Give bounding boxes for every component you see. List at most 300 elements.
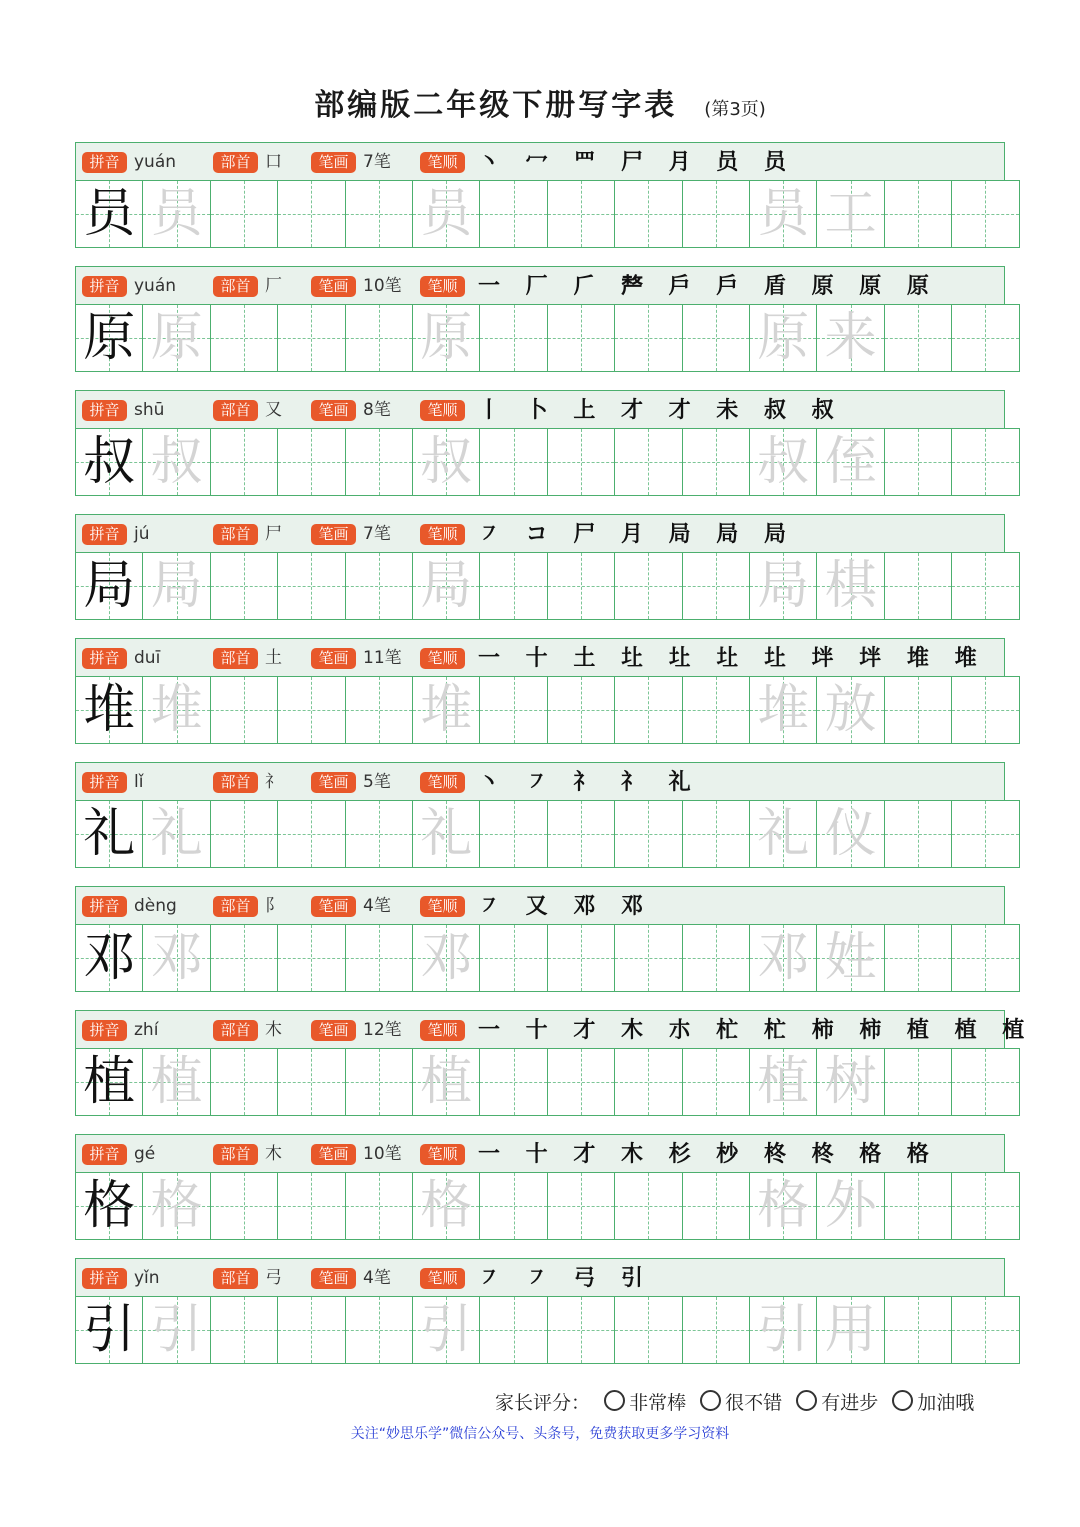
trace-char: 引	[420, 1300, 473, 1360]
trace-char: 棋	[824, 556, 877, 616]
trace-char-cell	[412, 180, 480, 248]
page-header	[0, 80, 1080, 124]
practice-cell[interactable]	[345, 800, 413, 868]
practice-cell[interactable]	[614, 1048, 682, 1116]
stroke-order-value: 一 十 才 木 杉 杪 柊 柊 格 格	[478, 1141, 938, 1167]
trace-char-cell	[749, 428, 817, 496]
stroke-count-value: 10笔	[363, 276, 402, 296]
trace-char-cell	[412, 676, 480, 744]
writing-grid	[75, 552, 1005, 620]
model-char: 原	[83, 308, 136, 368]
practice-cell[interactable]	[951, 1048, 1019, 1116]
practice-cell[interactable]	[479, 676, 547, 744]
practice-cell[interactable]	[547, 924, 615, 992]
word-char-cell	[816, 676, 884, 744]
writing-grid	[75, 304, 1005, 372]
char-row	[75, 266, 1005, 374]
stroke-count-tag: 笔画	[311, 896, 356, 917]
stroke-count-tag: 笔画	[311, 648, 356, 669]
pinyin-value: jú	[134, 524, 150, 544]
char-info-bar	[75, 886, 1005, 925]
practice-cell[interactable]	[277, 552, 345, 620]
practice-cell[interactable]	[547, 552, 615, 620]
radical-value: 口	[265, 152, 282, 172]
practice-cell[interactable]	[547, 180, 615, 248]
trace-char: 用	[824, 1300, 877, 1360]
trace-char-cell	[142, 800, 210, 868]
char-info-bar	[75, 266, 1005, 305]
trace-char: 叔	[150, 432, 203, 492]
trace-char-cell	[749, 180, 817, 248]
trace-char: 引	[150, 1300, 203, 1360]
model-char-cell	[75, 304, 143, 372]
pinyin-tag: 拼音	[82, 648, 127, 669]
writing-grid	[75, 676, 1005, 744]
practice-cell[interactable]	[210, 676, 278, 744]
practice-cell[interactable]	[951, 924, 1019, 992]
writing-grid	[75, 180, 1005, 248]
practice-cell[interactable]	[547, 1048, 615, 1116]
rating-radio-3[interactable]	[796, 1390, 817, 1411]
char-row	[75, 390, 1005, 498]
stroke-order-value: 一 十 土 圵 圵 圵 圵 坢 坢 堆 堆	[478, 645, 986, 671]
trace-char-cell	[142, 924, 210, 992]
stroke-order-tag: 笔顺	[420, 896, 465, 917]
word-char-cell	[816, 1048, 884, 1116]
radical-tag: 部首	[213, 896, 258, 917]
practice-cell[interactable]	[479, 1048, 547, 1116]
trace-char-cell	[749, 552, 817, 620]
model-char-cell	[75, 1296, 143, 1364]
trace-char: 树	[824, 1052, 877, 1112]
trace-char: 格	[420, 1176, 473, 1236]
writing-grid	[75, 1048, 1005, 1116]
stroke-count-tag: 笔画	[311, 1144, 356, 1165]
practice-cell[interactable]	[614, 428, 682, 496]
trace-char: 邓	[420, 928, 473, 988]
page-number: (第3页)	[704, 99, 766, 120]
stroke-order-tag: 笔顺	[420, 1020, 465, 1041]
practice-cell[interactable]	[682, 1172, 750, 1240]
stroke-count-value: 4笔	[363, 896, 391, 916]
stroke-order-tag: 笔顺	[420, 276, 465, 297]
practice-cell[interactable]	[884, 552, 952, 620]
trace-char: 仪	[824, 804, 877, 864]
practice-cell[interactable]	[614, 924, 682, 992]
model-char: 植	[83, 1052, 136, 1112]
page-title: 部编版二年级下册写字表	[314, 88, 678, 123]
practice-cell[interactable]	[884, 1172, 952, 1240]
trace-char-cell	[142, 1172, 210, 1240]
stroke-count-tag: 笔画	[311, 1020, 356, 1041]
model-char-cell	[75, 924, 143, 992]
writing-grid	[75, 924, 1005, 992]
stroke-count-value: 8笔	[363, 400, 391, 420]
practice-cell[interactable]	[210, 428, 278, 496]
word-char-cell	[816, 180, 884, 248]
trace-char: 员	[757, 184, 810, 244]
practice-cell[interactable]	[345, 304, 413, 372]
practice-cell[interactable]	[614, 1296, 682, 1364]
pinyin-value: shū	[134, 400, 165, 420]
rating-radio-4[interactable]	[892, 1390, 913, 1411]
model-char-cell	[75, 1048, 143, 1116]
practice-cell[interactable]	[210, 180, 278, 248]
radical-value: 木	[265, 1020, 282, 1040]
radical-value: 土	[265, 648, 282, 668]
practice-cell[interactable]	[884, 304, 952, 372]
practice-cell[interactable]	[479, 304, 547, 372]
practice-cell[interactable]	[345, 676, 413, 744]
practice-cell[interactable]	[345, 1048, 413, 1116]
practice-cell[interactable]	[547, 1296, 615, 1364]
model-char-cell	[75, 552, 143, 620]
model-char-cell	[75, 428, 143, 496]
practice-cell[interactable]	[479, 552, 547, 620]
trace-char: 来	[824, 308, 877, 368]
radical-value: 阝	[265, 896, 282, 916]
practice-cell[interactable]	[210, 1048, 278, 1116]
stroke-order-value: 丨 卜 上 才 才 未 叔 叔	[478, 397, 843, 423]
practice-cell[interactable]	[682, 180, 750, 248]
char-row	[75, 514, 1005, 622]
practice-cell[interactable]	[277, 924, 345, 992]
char-info-bar	[75, 762, 1005, 801]
word-char-cell	[816, 304, 884, 372]
trace-char: 礼	[150, 804, 203, 864]
trace-char-cell	[412, 924, 480, 992]
stroke-count-value: 4笔	[363, 1268, 391, 1288]
model-char-cell	[75, 800, 143, 868]
model-char: 叔	[83, 432, 136, 492]
char-info-bar	[75, 1134, 1005, 1173]
trace-char: 原	[757, 308, 810, 368]
writing-grid	[75, 800, 1005, 868]
word-char-cell	[816, 428, 884, 496]
practice-cell[interactable]	[614, 552, 682, 620]
practice-cell[interactable]	[682, 428, 750, 496]
trace-char: 侄	[824, 432, 877, 492]
model-char: 礼	[83, 804, 136, 864]
practice-cell[interactable]	[682, 800, 750, 868]
practice-cell[interactable]	[884, 180, 952, 248]
practice-cell[interactable]	[479, 924, 547, 992]
rating-option-4: 加油哦	[917, 1392, 975, 1414]
practice-cell[interactable]	[951, 552, 1019, 620]
stroke-order-tag: 笔顺	[420, 524, 465, 545]
model-char: 员	[83, 184, 136, 244]
stroke-order-value: 一 十 才 木 朩 杧 杧 柿 柿 植 植 植	[478, 1017, 1034, 1043]
radical-tag: 部首	[213, 152, 258, 173]
trace-char: 外	[824, 1176, 877, 1236]
stroke-order-value: ㇇ ㇇ 弓 引	[478, 1265, 652, 1291]
practice-cell[interactable]	[210, 1296, 278, 1364]
radical-value: 又	[265, 400, 282, 420]
practice-cell[interactable]	[951, 676, 1019, 744]
practice-cell[interactable]	[277, 1296, 345, 1364]
stroke-order-value: ㇇ 又 邓 邓	[478, 893, 652, 919]
trace-char: 局	[757, 556, 810, 616]
stroke-order-tag: 笔顺	[420, 648, 465, 669]
word-char-cell	[816, 1296, 884, 1364]
word-char-cell	[816, 924, 884, 992]
char-row	[75, 1010, 1034, 1118]
stroke-order-value: 丶 冖 罒 尸 月 员 员	[478, 149, 795, 175]
practice-cell[interactable]	[951, 1172, 1019, 1240]
radical-tag: 部首	[213, 1020, 258, 1041]
practice-cell[interactable]	[614, 180, 682, 248]
practice-cell[interactable]	[479, 1172, 547, 1240]
practice-cell[interactable]	[547, 676, 615, 744]
pinyin-tag: 拼音	[82, 896, 127, 917]
char-info-bar	[75, 1258, 1005, 1297]
pinyin-value: yuán	[134, 276, 177, 296]
pinyin-value: dèng	[134, 896, 177, 916]
practice-cell[interactable]	[479, 1296, 547, 1364]
practice-cell[interactable]	[277, 1172, 345, 1240]
trace-char-cell	[142, 1048, 210, 1116]
stroke-count-value: 10笔	[363, 1144, 402, 1164]
practice-cell[interactable]	[277, 676, 345, 744]
practice-cell[interactable]	[951, 800, 1019, 868]
trace-char-cell	[749, 800, 817, 868]
trace-char-cell	[142, 676, 210, 744]
practice-cell[interactable]	[884, 924, 952, 992]
practice-cell[interactable]	[210, 304, 278, 372]
trace-char-cell	[412, 1048, 480, 1116]
stroke-count-value: 7笔	[363, 152, 391, 172]
rating-radio-2[interactable]	[700, 1390, 721, 1411]
stroke-count-tag: 笔画	[311, 276, 356, 297]
trace-char: 礼	[757, 804, 810, 864]
rating-label: 家长评分：	[495, 1392, 591, 1414]
model-char: 局	[83, 556, 136, 616]
practice-cell[interactable]	[547, 800, 615, 868]
word-char-cell	[816, 1172, 884, 1240]
practice-cell[interactable]	[614, 1172, 682, 1240]
practice-cell[interactable]	[884, 1296, 952, 1364]
trace-char: 局	[150, 556, 203, 616]
practice-cell[interactable]	[345, 1296, 413, 1364]
practice-cell[interactable]	[884, 676, 952, 744]
practice-cell[interactable]	[547, 304, 615, 372]
radical-value: 弓	[265, 1268, 282, 1288]
radical-value: 木	[265, 1144, 282, 1164]
trace-char: 员	[420, 184, 473, 244]
char-info-bar	[75, 514, 1005, 553]
stroke-count-value: 12笔	[363, 1020, 402, 1040]
practice-cell[interactable]	[884, 800, 952, 868]
pinyin-tag: 拼音	[82, 1268, 127, 1289]
trace-char: 原	[420, 308, 473, 368]
stroke-count-tag: 笔画	[311, 524, 356, 545]
practice-cell[interactable]	[951, 304, 1019, 372]
rating-option-1: 非常棒	[629, 1392, 687, 1414]
trace-char: 姓	[824, 928, 877, 988]
stroke-order-tag: 笔顺	[420, 772, 465, 793]
pinyin-value: yǐn	[134, 1268, 160, 1288]
practice-cell[interactable]	[884, 1048, 952, 1116]
rating-option-2: 很不错	[725, 1392, 783, 1414]
practice-cell[interactable]	[345, 924, 413, 992]
trace-char-cell	[749, 676, 817, 744]
practice-cell[interactable]	[277, 304, 345, 372]
pinyin-tag: 拼音	[82, 1144, 127, 1165]
trace-char: 格	[150, 1176, 203, 1236]
practice-cell[interactable]	[210, 924, 278, 992]
word-char-cell	[816, 552, 884, 620]
model-char-cell	[75, 676, 143, 744]
practice-cell[interactable]	[951, 1296, 1019, 1364]
stroke-order-tag: 笔顺	[420, 1144, 465, 1165]
trace-char: 植	[150, 1052, 203, 1112]
word-char-cell	[816, 800, 884, 868]
practice-cell[interactable]	[682, 1296, 750, 1364]
radical-tag: 部首	[213, 772, 258, 793]
trace-char: 放	[824, 680, 877, 740]
writing-grid	[75, 1172, 1005, 1240]
practice-cell[interactable]	[345, 428, 413, 496]
stroke-count-value: 11笔	[363, 648, 402, 668]
stroke-count-tag: 笔画	[311, 152, 356, 173]
practice-cell[interactable]	[682, 676, 750, 744]
trace-char: 原	[150, 308, 203, 368]
model-char-cell	[75, 1172, 143, 1240]
char-row	[75, 638, 1005, 746]
practice-cell[interactable]	[479, 800, 547, 868]
practice-cell[interactable]	[682, 304, 750, 372]
trace-char: 叔	[420, 432, 473, 492]
practice-cell[interactable]	[479, 428, 547, 496]
trace-char: 堆	[757, 680, 810, 740]
trace-char-cell	[142, 552, 210, 620]
radical-value: 礻	[265, 772, 282, 792]
trace-char: 工	[824, 184, 877, 244]
trace-char-cell	[412, 304, 480, 372]
trace-char-cell	[412, 1172, 480, 1240]
model-char: 邓	[83, 928, 136, 988]
practice-cell[interactable]	[277, 180, 345, 248]
practice-cell[interactable]	[345, 180, 413, 248]
stroke-order-tag: 笔顺	[420, 152, 465, 173]
radical-value: 厂	[265, 276, 282, 296]
radical-tag: 部首	[213, 1268, 258, 1289]
practice-cell[interactable]	[951, 180, 1019, 248]
rating-option-3: 有进步	[821, 1392, 879, 1414]
trace-char: 叔	[757, 432, 810, 492]
pinyin-tag: 拼音	[82, 152, 127, 173]
stroke-count-tag: 笔画	[311, 400, 356, 421]
stroke-order-value: 丶 ㇇ 礻 礻 礼	[478, 769, 700, 795]
char-info-bar	[75, 1010, 1034, 1049]
trace-char-cell	[412, 1296, 480, 1364]
trace-char-cell	[749, 924, 817, 992]
practice-cell[interactable]	[547, 428, 615, 496]
stroke-order-tag: 笔顺	[420, 1268, 465, 1289]
practice-cell[interactable]	[479, 180, 547, 248]
trace-char: 堆	[150, 680, 203, 740]
trace-char-cell	[142, 304, 210, 372]
practice-cell[interactable]	[277, 1048, 345, 1116]
pinyin-value: zhí	[134, 1020, 159, 1040]
char-info-bar	[75, 390, 1005, 429]
char-info-bar	[75, 638, 1005, 677]
practice-cell[interactable]	[884, 428, 952, 496]
pinyin-value: yuán	[134, 152, 177, 172]
writing-grid	[75, 428, 1005, 496]
writing-grid	[75, 1296, 1005, 1364]
practice-cell[interactable]	[345, 552, 413, 620]
stroke-count-tag: 笔画	[311, 1268, 356, 1289]
trace-char: 邓	[150, 928, 203, 988]
char-row	[75, 1258, 1005, 1366]
practice-cell[interactable]	[951, 428, 1019, 496]
pinyin-tag: 拼音	[82, 772, 127, 793]
practice-cell[interactable]	[210, 800, 278, 868]
practice-cell[interactable]	[682, 552, 750, 620]
pinyin-value: duī	[134, 648, 161, 668]
practice-cell[interactable]	[614, 304, 682, 372]
stroke-count-value: 7笔	[363, 524, 391, 544]
radical-tag: 部首	[213, 524, 258, 545]
char-row	[75, 886, 1005, 994]
trace-char-cell	[749, 1296, 817, 1364]
practice-cell[interactable]	[682, 924, 750, 992]
trace-char-cell	[412, 552, 480, 620]
trace-char: 植	[757, 1052, 810, 1112]
trace-char-cell	[412, 800, 480, 868]
stroke-order-value: 一 厂 𠂆 𠩺 戶 戶 盾 原 原 原	[478, 273, 938, 299]
rating-radio-1[interactable]	[604, 1390, 625, 1411]
pinyin-value: gé	[134, 1144, 156, 1164]
stroke-count-value: 5笔	[363, 772, 391, 792]
practice-cell[interactable]	[614, 676, 682, 744]
char-row	[75, 1134, 1005, 1242]
stroke-count-tag: 笔画	[311, 772, 356, 793]
trace-char: 格	[757, 1176, 810, 1236]
radical-tag: 部首	[213, 648, 258, 669]
trace-char: 员	[150, 184, 203, 244]
trace-char-cell	[412, 428, 480, 496]
char-row	[75, 142, 1005, 250]
pinyin-tag: 拼音	[82, 1020, 127, 1041]
practice-cell[interactable]	[345, 1172, 413, 1240]
trace-char: 植	[420, 1052, 473, 1112]
practice-cell[interactable]	[277, 800, 345, 868]
radical-value: 尸	[265, 524, 282, 544]
char-info-bar	[75, 142, 1005, 181]
practice-cell[interactable]	[277, 428, 345, 496]
practice-cell[interactable]	[210, 1172, 278, 1240]
char-row	[75, 762, 1005, 870]
trace-char: 邓	[757, 928, 810, 988]
pinyin-value: lǐ	[134, 772, 144, 792]
trace-char-cell	[142, 428, 210, 496]
pinyin-tag: 拼音	[82, 276, 127, 297]
trace-char: 引	[757, 1300, 810, 1360]
parent-rating	[495, 1388, 974, 1415]
practice-cell[interactable]	[547, 1172, 615, 1240]
trace-char-cell	[142, 1296, 210, 1364]
footer-note: 关注“妙思乐学”微信公众号、头条号，免费获取更多学习资料	[350, 1426, 730, 1442]
radical-tag: 部首	[213, 400, 258, 421]
trace-char-cell	[749, 1048, 817, 1116]
practice-cell[interactable]	[682, 1048, 750, 1116]
model-char: 格	[83, 1176, 136, 1236]
practice-cell[interactable]	[614, 800, 682, 868]
pinyin-tag: 拼音	[82, 400, 127, 421]
practice-cell[interactable]	[210, 552, 278, 620]
